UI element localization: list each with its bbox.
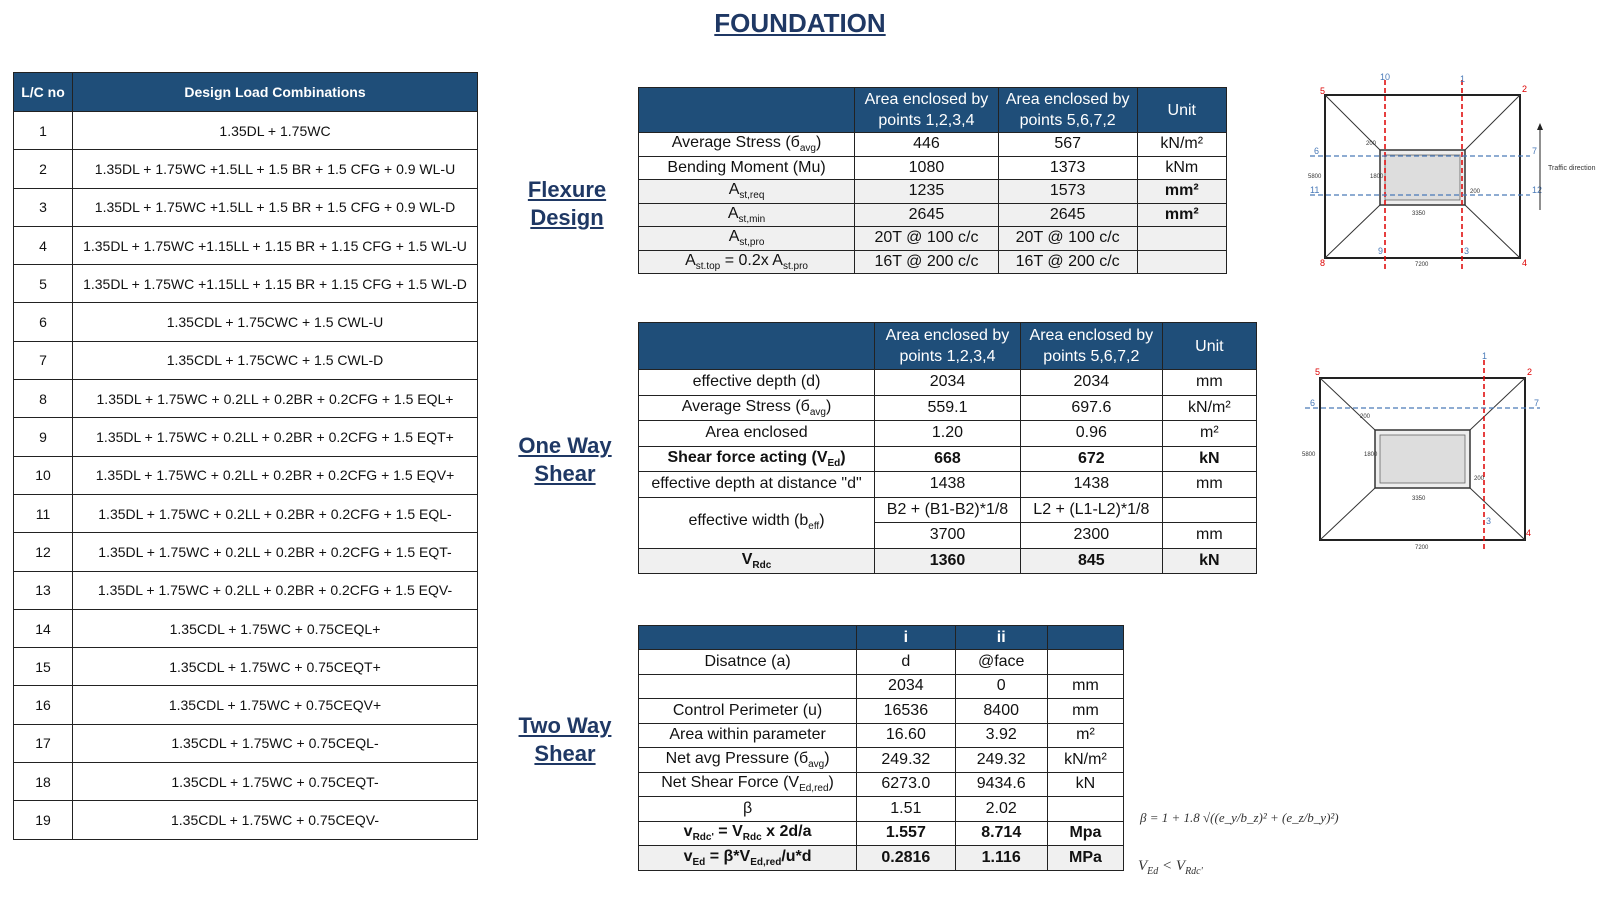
lc-row [14, 112, 478, 150]
dim-label: 5800 [1302, 452, 1316, 458]
lc-row [14, 188, 478, 226]
lc-row [14, 609, 478, 647]
diagram-label: 1 [1460, 74, 1466, 84]
diagram-label: 2 [1527, 367, 1533, 377]
row-label: $A_{st,min}$ [639, 203, 855, 227]
oneway-heading-line1: One Way [518, 433, 612, 458]
lc-table-body [14, 112, 478, 840]
diagram-label: 2 [1522, 84, 1528, 94]
lc-combination: 1.35DL + 1.75WC +1.15LL + 1.15 BR + 1.15 CFG + 1.5 WL-D [73, 265, 478, 303]
lc-number: 3 [14, 188, 73, 226]
oneway-row [639, 421, 1257, 447]
diagram-label: 12 [1532, 185, 1543, 195]
row-label: effective width $(b_{eff})$ [639, 497, 875, 548]
cell-value: 16T @ 200 c/c [998, 250, 1137, 274]
cell-value: 0.2816 [857, 846, 955, 871]
twoway-row [639, 748, 1124, 773]
diagram-label: 5 [1320, 86, 1326, 96]
cell-value: 8400 [955, 699, 1047, 724]
cell-value: 2645 [998, 203, 1137, 227]
footing-plan-diagram-1 [1290, 70, 1596, 280]
twoway-row [639, 650, 1124, 675]
twoway-row [639, 699, 1124, 724]
lc-row [14, 303, 478, 341]
lc-number: 6 [14, 303, 73, 341]
page-title: FOUNDATION [714, 8, 886, 38]
oneway-header-blank [639, 323, 875, 370]
diag-line [1320, 488, 1375, 540]
lc-row [14, 226, 478, 264]
diagram-label: 6 [1310, 398, 1316, 408]
lc-combination: 1.35CDL + 1.75WC + 0.75CEQL+ [73, 609, 478, 647]
cell-value: 249.32 [857, 748, 955, 773]
cell-value: 1360 [875, 548, 1021, 574]
cell-unit: mm [1047, 674, 1123, 699]
flexure-header-col2: Area enclosed by points 5,6,7,2 [998, 88, 1137, 133]
lc-row [14, 456, 478, 494]
cell-value: 2.02 [955, 797, 1047, 822]
flexure-header-col1: Area enclosed by points 1,2,3,4 [855, 88, 999, 133]
row-label: Disatnce (a) [639, 650, 857, 675]
cell-unit: mm [1047, 699, 1123, 724]
lc-row [14, 418, 478, 456]
lc-combination: 1.35DL + 1.75WC + 0.2LL + 0.2BR + 0.2CFG + 1.5 EQV+ [73, 456, 478, 494]
cell-value: 0.96 [1020, 421, 1162, 447]
pier-hatch [1385, 155, 1460, 200]
flexure-header-blank [639, 88, 855, 133]
cell-unit-blank [1162, 497, 1256, 523]
cell-value: 16536 [857, 699, 955, 724]
row-label: Net avg Pressure $(б_{avg})$ [639, 748, 857, 773]
row-label: $A_{st,req}$ [639, 180, 855, 204]
row-label: Area enclosed [639, 421, 875, 447]
cell-value: 249.32 [955, 748, 1047, 773]
flexure-row [639, 227, 1227, 251]
dim-label: 3350 [1412, 211, 1426, 217]
lc-number: 17 [14, 724, 73, 762]
twoway-row [639, 821, 1124, 846]
lc-combination: 1.35DL + 1.75WC + 0.2LL + 0.2BR + 0.2CFG + 1.5 EQT- [73, 533, 478, 571]
lc-number: 18 [14, 763, 73, 801]
cell-value: 1.116 [955, 846, 1047, 871]
row-label: Net Shear Force $(V_{Ed,red})$ [639, 772, 857, 797]
lc-combination: 1.35CDL + 1.75WC + 0.75CEQT+ [73, 648, 478, 686]
shear-check-formula: $V_{Ed} < V_{Rdc'}$ [1138, 858, 1203, 877]
diag-line [1470, 488, 1525, 540]
dim-label: 1800 [1370, 174, 1384, 180]
twoway-row [639, 797, 1124, 822]
cell-value: 1438 [875, 472, 1021, 498]
lc-number: 19 [14, 801, 73, 839]
cell-value: 672 [1020, 446, 1162, 472]
lc-row [14, 763, 478, 801]
cell-unit: mm [1162, 523, 1256, 549]
cell-value: 1438 [1020, 472, 1162, 498]
cell-value: 2034 [875, 370, 1021, 396]
cell-value: 1.51 [857, 797, 955, 822]
cell-unit: mm [1162, 370, 1256, 396]
cell-value: 20T @ 100 c/c [855, 227, 999, 251]
cell-value: 1.20 [875, 421, 1021, 447]
cell-value: 567 [998, 133, 1137, 157]
diagram-label: 6 [1314, 146, 1320, 156]
diag-line [1465, 205, 1520, 258]
cell-unit [1137, 250, 1226, 274]
dim-label: 200 [1470, 189, 1481, 195]
cell-unit: m² [1162, 421, 1256, 447]
traffic-direction-label: Traffic direction [1548, 165, 1596, 172]
row-label: Area within parameter [639, 723, 857, 748]
cell-value: 2034 [1020, 370, 1162, 396]
dim-label: 5800 [1308, 174, 1322, 180]
cell-value: 3.92 [955, 723, 1047, 748]
cell-unit: mm [1162, 472, 1256, 498]
row-label: effective depth at distance "d" [639, 472, 875, 498]
oneway-heading-line2: Shear [534, 461, 596, 486]
lc-number: 4 [14, 226, 73, 264]
cell-unit: mm² [1137, 180, 1226, 204]
flexure-heading [522, 176, 612, 232]
lc-combination: 1.35DL + 1.75WC + 0.2LL + 0.2BR + 0.2CFG + 1.5 EQT+ [73, 418, 478, 456]
oneway-row [639, 472, 1257, 498]
oneway-header-unit: Unit [1162, 323, 1256, 370]
lc-row [14, 150, 478, 188]
row-label: Average Stress $(б_{avg})$ [639, 395, 875, 421]
row-label: Control Perimeter (u) [639, 699, 857, 724]
lc-number: 11 [14, 494, 73, 532]
cell-unit [1047, 650, 1123, 675]
lc-number: 7 [14, 341, 73, 379]
twoway-heading [512, 712, 618, 768]
cell-value: @face [955, 650, 1047, 675]
diag-line [1465, 95, 1520, 150]
cell-formula: B2 + (B1-B2)*1/8 [875, 497, 1021, 523]
lc-row [14, 533, 478, 571]
dim-label: 7200 [1415, 262, 1429, 268]
flexure-row [639, 180, 1227, 204]
cell-unit: kN [1162, 548, 1256, 574]
lc-header-no: L/C no [14, 73, 73, 112]
cell-value: 1.557 [857, 821, 955, 846]
two-way-shear-table [638, 625, 1124, 871]
cell-value: 16.60 [857, 723, 955, 748]
lc-combination: 1.35DL + 1.75WC +1.5LL + 1.5 BR + 1.5 CFG + 0.9 WL-D [73, 188, 478, 226]
twoway-header-blank [639, 626, 857, 650]
row-label: β [639, 797, 857, 822]
lc-row [14, 380, 478, 418]
oneway-row [639, 497, 1257, 523]
flexure-row [639, 250, 1227, 274]
oneway-row [639, 370, 1257, 396]
cell-value: 6273.0 [857, 772, 955, 797]
cell-value: 8.714 [955, 821, 1047, 846]
oneway-row [639, 446, 1257, 472]
lc-number: 16 [14, 686, 73, 724]
diagram-label: 7 [1534, 398, 1540, 408]
lc-number: 15 [14, 648, 73, 686]
diagram-label: 7 [1532, 146, 1538, 156]
diagram-label: 3 [1486, 516, 1492, 526]
twoway-header-col2: ii [955, 626, 1047, 650]
flexure-heading-line2: Design [530, 205, 604, 230]
cell-value: 446 [855, 133, 999, 157]
lc-number: 12 [14, 533, 73, 571]
cell-value: 2645 [855, 203, 999, 227]
cell-unit: kN [1162, 446, 1256, 472]
row-label [639, 674, 857, 699]
lc-combination: 1.35CDL + 1.75WC + 0.75CEQV- [73, 801, 478, 839]
lc-combination: 1.35DL + 1.75WC + 0.2LL + 0.2BR + 0.2CFG + 1.5 EQL+ [73, 380, 478, 418]
oneway-row [639, 395, 1257, 421]
twoway-row [639, 772, 1124, 797]
cell-unit: kN [1047, 772, 1123, 797]
oneway-row [639, 548, 1257, 574]
lc-number: 9 [14, 418, 73, 456]
lc-number: 10 [14, 456, 73, 494]
diagram-label: 5 [1315, 367, 1321, 377]
cell-unit [1047, 797, 1123, 822]
cell-value: 16T @ 200 c/c [855, 250, 999, 274]
row-label: Bending Moment (Mu) [639, 156, 855, 180]
cell-value: 845 [1020, 548, 1162, 574]
diag-line [1470, 378, 1525, 430]
diagram-label: 8 [1320, 258, 1326, 268]
row-label: $V_{Rdc}$ [639, 548, 875, 574]
cell-value: 2300 [1020, 523, 1162, 549]
lc-combination: 1.35DL + 1.75WC +1.15LL + 1.15 BR + 1.15 CFG + 1.5 WL-U [73, 226, 478, 264]
diagram-label: 4 [1526, 528, 1532, 538]
twoway-row [639, 846, 1124, 871]
diagram-label: 1 [1482, 351, 1488, 361]
cell-value: 559.1 [875, 395, 1021, 421]
cell-value: 2034 [857, 674, 955, 699]
row-label: $A_{st,pro}$ [639, 227, 855, 251]
lc-combination: 1.35CDL + 1.75CWC + 1.5 CWL-D [73, 341, 478, 379]
lc-combination: 1.35DL + 1.75WC [73, 112, 478, 150]
lc-number: 2 [14, 150, 73, 188]
lc-combination: 1.35CDL + 1.75CWC + 1.5 CWL-U [73, 303, 478, 341]
footing-plan-diagram-2 [1290, 350, 1550, 560]
diagram-label: 3 [1464, 246, 1470, 256]
dim-label: 200 [1366, 141, 1377, 147]
cell-unit: m² [1047, 723, 1123, 748]
twoway-row [639, 723, 1124, 748]
lc-number: 13 [14, 571, 73, 609]
cell-value: 1373 [998, 156, 1137, 180]
load-combinations-table [13, 72, 478, 840]
lc-number: 8 [14, 380, 73, 418]
row-label: Shear force acting $(V_{Ed})$ [639, 446, 875, 472]
cell-formula: L2 + (L1-L2)*1/8 [1020, 497, 1162, 523]
dim-label: 1800 [1364, 452, 1378, 458]
lc-number: 1 [14, 112, 73, 150]
dim-label: 200 [1360, 414, 1371, 420]
cell-unit: MPa [1047, 846, 1123, 871]
cell-unit: Mpa [1047, 821, 1123, 846]
cell-value: 1573 [998, 180, 1137, 204]
lc-row [14, 686, 478, 724]
lc-row [14, 648, 478, 686]
diagram-label: 4 [1522, 258, 1528, 268]
twoway-header-col1: i [857, 626, 955, 650]
flexure-row [639, 133, 1227, 157]
lc-row [14, 341, 478, 379]
cell-value: 1080 [855, 156, 999, 180]
flexure-row [639, 203, 1227, 227]
lc-row [14, 801, 478, 839]
flexure-row [639, 156, 1227, 180]
twoway-row [639, 674, 1124, 699]
row-label: Average Stress $(б_{avg})$ [639, 133, 855, 157]
flexure-design-table [638, 87, 1227, 274]
lc-combination: 1.35CDL + 1.75WC + 0.75CEQL- [73, 724, 478, 762]
one-way-shear-table [638, 322, 1257, 574]
cell-value: 697.6 [1020, 395, 1162, 421]
flexure-header-unit: Unit [1137, 88, 1226, 133]
lc-header-combination: Design Load Combinations [73, 73, 478, 112]
lc-combination: 1.35CDL + 1.75WC + 0.75CEQV+ [73, 686, 478, 724]
cell-unit: kN/m² [1162, 395, 1256, 421]
beta-formula: β = 1 + 1.8 √((e_y/b_z)² + (e_z/b_y)²) [1140, 810, 1339, 825]
row-label: $v_{Ed} = \beta*V_{Ed,red}/u*d$ [639, 846, 857, 871]
cell-value: 20T @ 100 c/c [998, 227, 1137, 251]
lc-row [14, 265, 478, 303]
cell-unit: kN/m² [1137, 133, 1226, 157]
cell-value: 9434.6 [955, 772, 1047, 797]
lc-combination: 1.35DL + 1.75WC + 0.2LL + 0.2BR + 0.2CFG + 1.5 EQL- [73, 494, 478, 532]
diagram-label: 11 [1310, 185, 1320, 195]
diagram-label: 10 [1380, 72, 1391, 82]
twoway-header-unit [1047, 626, 1123, 650]
diag-line [1320, 378, 1375, 430]
row-label: $v_{Rdc'} = V_{Rdc}$ x 2d/a [639, 821, 857, 846]
lc-row [14, 571, 478, 609]
lc-combination: 1.35DL + 1.75WC + 0.2LL + 0.2BR + 0.2CFG + 1.5 EQV- [73, 571, 478, 609]
lc-combination: 1.35DL + 1.75WC +1.5LL + 1.5 BR + 1.5 CFG + 0.9 WL-U [73, 150, 478, 188]
lc-row [14, 724, 478, 762]
diag-line [1325, 205, 1380, 258]
lc-combination: 1.35CDL + 1.75WC + 0.75CEQT- [73, 763, 478, 801]
lc-row [14, 494, 478, 532]
oneway-heading [512, 432, 618, 488]
dim-label: 3350 [1412, 496, 1426, 502]
cell-value: 668 [875, 446, 1021, 472]
cell-value: 3700 [875, 523, 1021, 549]
pier-hatch [1380, 435, 1465, 483]
dim-label: 7200 [1415, 545, 1429, 551]
lc-number: 5 [14, 265, 73, 303]
oneway-header-col1: Area enclosed by points 1,2,3,4 [875, 323, 1021, 370]
dim-label: 200 [1474, 476, 1485, 482]
cell-unit: kNm [1137, 156, 1226, 180]
twoway-heading-line1: Two Way [518, 713, 612, 738]
cell-unit: mm² [1137, 203, 1226, 227]
diagram-label: 9 [1378, 246, 1384, 256]
oneway-header-col2: Area enclosed by points 5,6,7,2 [1020, 323, 1162, 370]
cell-value: 0 [955, 674, 1047, 699]
flexure-heading-line1: Flexure [527, 177, 607, 202]
cell-unit [1137, 227, 1226, 251]
row-label: $A_{st.top} = 0.2x$ $A_{st.pro}$ [639, 250, 855, 274]
cell-unit: kN/m² [1047, 748, 1123, 773]
cell-value: 1235 [855, 180, 999, 204]
cell-value: d [857, 650, 955, 675]
traffic-arrow-head [1537, 123, 1543, 130]
row-label: effective depth (d) [639, 370, 875, 396]
lc-number: 14 [14, 609, 73, 647]
twoway-heading-line2: Shear [534, 741, 596, 766]
